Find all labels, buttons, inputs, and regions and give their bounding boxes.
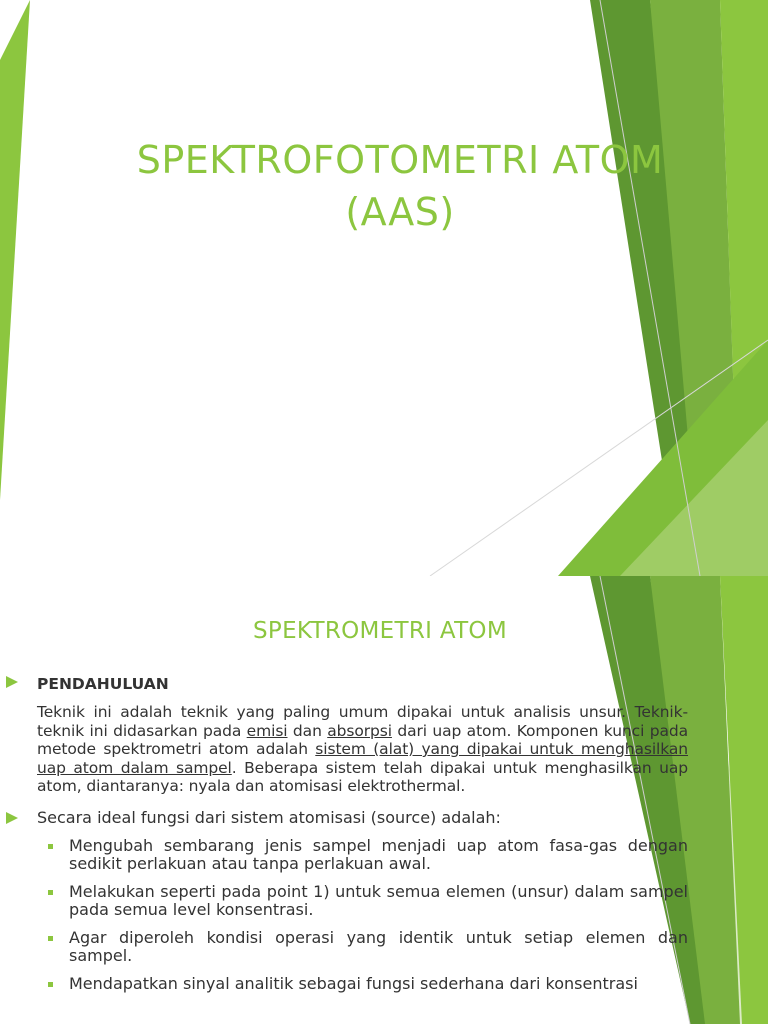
slide2-body: [6, 672, 688, 993]
list-item-text: Mendapatkan sinyal analitik sebagai fungsi sederhana dari konsentrasi: [69, 973, 638, 993]
list-item-text: Agar diperoleh kondisi operasi yang identik untuk setiap elemen dan sampel.: [69, 927, 688, 965]
underlined-phrase: sistem (alat) yang dipakai untuk menghasilkan uap atom dalam sampel: [37, 740, 688, 777]
square-bullet-icon: [48, 844, 53, 849]
left-green-wedge: [0, 0, 30, 500]
list-item: [69, 929, 688, 966]
heading-text: PENDAHULUAN: [37, 675, 169, 693]
bullet2-text: Secara ideal fungsi dari sistem atomisasi (source) adalah:: [37, 807, 501, 827]
list-item-text: Melakukan seperti pada point 1) untuk semua elemen (unsur) dalam sampel pada semua level konsentrasi.: [69, 881, 688, 919]
term-emisi: emisi: [246, 721, 288, 740]
content-slide: [0, 576, 768, 1024]
slide1-title: [100, 134, 700, 238]
list-item: [69, 883, 688, 920]
list-item: [69, 975, 688, 994]
para-text-4: . Beberapa sistem telah dipakai untuk menghasilkan uap atom, diantaranya: nyala dan atomisasi elektrothermal.: [37, 758, 688, 795]
bullet-pendahuluan: [6, 672, 688, 696]
para-text-1: Teknik ini adalah teknik yang paling umum dipakai untuk analisis unsur. Teknik-teknik ini didasarkan pada: [37, 703, 688, 740]
term-absorpsi: absorpsi: [327, 721, 392, 740]
square-bullet-icon: [48, 982, 53, 987]
para-text-2: dan: [287, 721, 328, 740]
para-text-3: dari uap atom. Komponen kunci pada metode spektrometri atom adalah: [37, 721, 688, 758]
title-line2: (AAS): [345, 190, 455, 234]
arrow-bullet-icon: [6, 812, 18, 824]
title-line1: SPEKTROFOTOMETRI ATOM: [136, 138, 664, 182]
square-bullet-icon: [48, 890, 53, 895]
bullet-secara-ideal: [6, 808, 688, 828]
square-bullet-icon: [48, 936, 53, 941]
list-item-text: Mengubah sembarang jenis sampel menjadi uap atom fasa-gas dengan sedikit perlakuan atau tanpa perlakuan awal.: [69, 835, 688, 873]
arrow-bullet-icon: [6, 676, 18, 688]
slide2-title: SPEKTROMETRI ATOM: [253, 618, 507, 644]
list-item: [69, 837, 688, 874]
intro-paragraph: [37, 703, 688, 796]
